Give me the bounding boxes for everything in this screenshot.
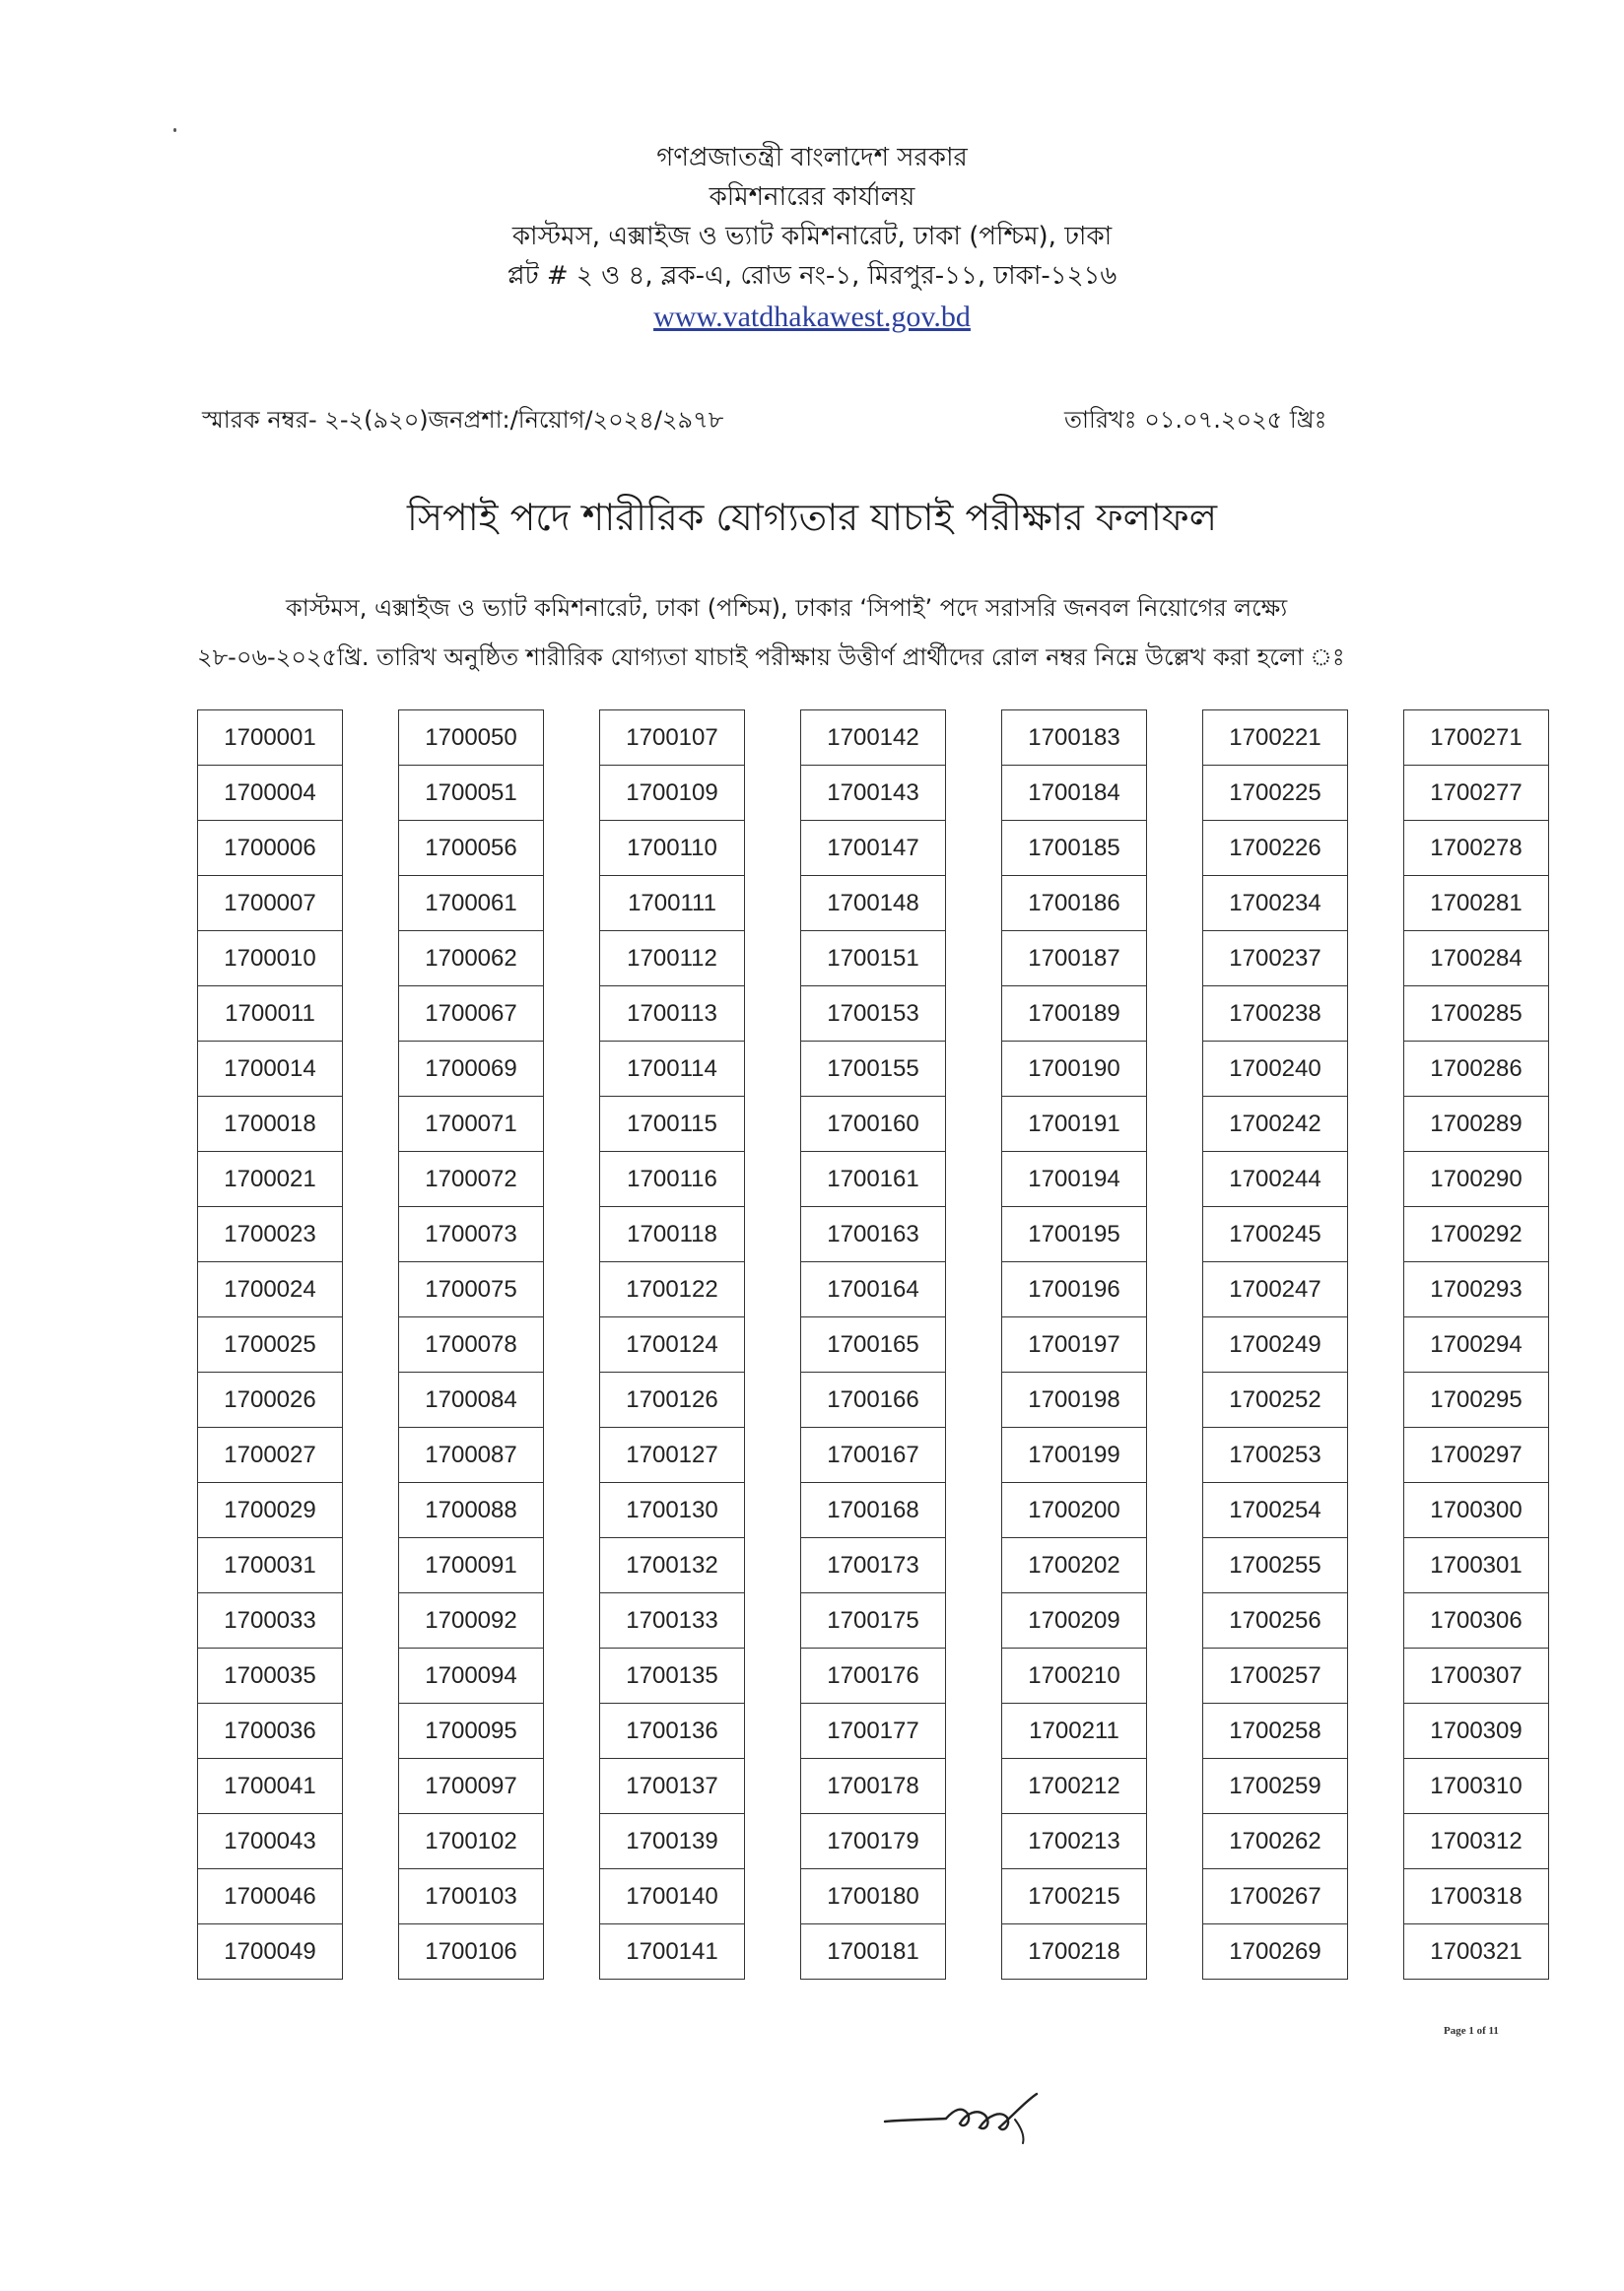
roll-number-cell: 1700321 bbox=[1404, 1924, 1548, 1980]
roll-number-cell: 1700197 bbox=[1002, 1317, 1146, 1373]
roll-number-cell: 1700139 bbox=[600, 1814, 744, 1869]
roll-number-cell: 1700267 bbox=[1203, 1869, 1347, 1924]
roll-number-cell: 1700136 bbox=[600, 1704, 744, 1759]
roll-number-cell: 1700166 bbox=[801, 1373, 945, 1428]
roll-number-cell: 1700194 bbox=[1002, 1152, 1146, 1207]
roll-number-cell: 1700195 bbox=[1002, 1207, 1146, 1262]
roll-number-cell: 1700277 bbox=[1404, 766, 1548, 821]
roll-number-cell: 1700094 bbox=[399, 1649, 543, 1704]
roll-number-cell: 1700254 bbox=[1203, 1483, 1347, 1538]
roll-number-cell: 1700114 bbox=[600, 1042, 744, 1097]
roll-number-cell: 1700084 bbox=[399, 1373, 543, 1428]
header-office-line: কমিশনারের কার্যালয় bbox=[709, 182, 915, 212]
roll-number-cell: 1700062 bbox=[399, 931, 543, 986]
roll-number-cell: 1700135 bbox=[600, 1649, 744, 1704]
roll-number-cell: 1700033 bbox=[198, 1593, 342, 1649]
letterhead bbox=[0, 138, 1624, 339]
roll-number-cell: 1700137 bbox=[600, 1759, 744, 1814]
roll-number-cell: 1700102 bbox=[399, 1814, 543, 1869]
roll-number-cell: 1700143 bbox=[801, 766, 945, 821]
roll-number-cell: 1700198 bbox=[1002, 1373, 1146, 1428]
header-website-link[interactable]: www.vatdhakawest.gov.bd bbox=[653, 301, 971, 333]
roll-number-cell: 1700161 bbox=[801, 1152, 945, 1207]
roll-number-cell: 1700116 bbox=[600, 1152, 744, 1207]
roll-number-cell: 1700107 bbox=[600, 710, 744, 766]
roll-number-cell: 1700122 bbox=[600, 1262, 744, 1317]
intro-paragraph bbox=[197, 583, 1518, 682]
roll-number-cell: 1700071 bbox=[399, 1097, 543, 1152]
roll-number-cell: 1700185 bbox=[1002, 821, 1146, 876]
roll-number-cell: 1700175 bbox=[801, 1593, 945, 1649]
roll-number-cell: 1700153 bbox=[801, 986, 945, 1042]
roll-number-cell: 1700126 bbox=[600, 1373, 744, 1428]
roll-number-cell: 1700046 bbox=[198, 1869, 342, 1924]
roll-number-cell: 1700176 bbox=[801, 1649, 945, 1704]
roll-number-cell: 1700247 bbox=[1203, 1262, 1347, 1317]
roll-number-cell: 1700148 bbox=[801, 876, 945, 931]
roll-number-cell: 1700029 bbox=[198, 1483, 342, 1538]
roll-number-cell: 1700210 bbox=[1002, 1649, 1146, 1704]
page-number: Page 1 of 11 bbox=[1444, 2025, 1499, 2037]
roll-number-cell: 1700211 bbox=[1002, 1704, 1146, 1759]
roll-number-cell: 1700202 bbox=[1002, 1538, 1146, 1593]
roll-number-cell: 1700285 bbox=[1404, 986, 1548, 1042]
roll-number-cell: 1700112 bbox=[600, 931, 744, 986]
roll-number-cell: 1700300 bbox=[1404, 1483, 1548, 1538]
roll-number-cell: 1700179 bbox=[801, 1814, 945, 1869]
roll-number-cell: 1700160 bbox=[801, 1097, 945, 1152]
signature-image bbox=[877, 2084, 1064, 2153]
roll-number-cell: 1700103 bbox=[399, 1869, 543, 1924]
roll-number-cell: 1700025 bbox=[198, 1317, 342, 1373]
roll-number-cell: 1700307 bbox=[1404, 1649, 1548, 1704]
roll-number-cell: 1700226 bbox=[1203, 821, 1347, 876]
roll-number-cell: 1700271 bbox=[1404, 710, 1548, 766]
roll-number-cell: 1700118 bbox=[600, 1207, 744, 1262]
roll-number-cell: 1700191 bbox=[1002, 1097, 1146, 1152]
roll-number-cell: 1700095 bbox=[399, 1704, 543, 1759]
roll-number-cell: 1700234 bbox=[1203, 876, 1347, 931]
roll-column bbox=[1202, 709, 1348, 1980]
scan-speck bbox=[173, 128, 176, 132]
roll-number-cell: 1700021 bbox=[198, 1152, 342, 1207]
roll-number-cell: 1700041 bbox=[198, 1759, 342, 1814]
roll-number-cell: 1700286 bbox=[1404, 1042, 1548, 1097]
roll-number-cell: 1700309 bbox=[1404, 1704, 1548, 1759]
roll-number-cell: 1700190 bbox=[1002, 1042, 1146, 1097]
roll-number-cell: 1700306 bbox=[1404, 1593, 1548, 1649]
intro-line-2: ২৮-০৬-২০২৫খ্রি. তারিখ অনুষ্ঠিত শারীরিক যোগ্যতা যাচাই পরীক্ষায় উত্তীর্ণ প্রার্থীদের রোল নম্বর নিম্নে উল্লেখ করা হলো ঃ bbox=[197, 643, 1345, 671]
roll-column bbox=[398, 709, 544, 1980]
roll-number-cell: 1700004 bbox=[198, 766, 342, 821]
roll-number-cell: 1700196 bbox=[1002, 1262, 1146, 1317]
roll-number-cell: 1700187 bbox=[1002, 931, 1146, 986]
roll-number-cell: 1700318 bbox=[1404, 1869, 1548, 1924]
roll-number-cell: 1700269 bbox=[1203, 1924, 1347, 1980]
roll-number-cell: 1700147 bbox=[801, 821, 945, 876]
roll-number-cell: 1700237 bbox=[1203, 931, 1347, 986]
roll-number-cell: 1700173 bbox=[801, 1538, 945, 1593]
roll-number-cell: 1700186 bbox=[1002, 876, 1146, 931]
roll-column bbox=[800, 709, 946, 1980]
roll-number-cell: 1700256 bbox=[1203, 1593, 1347, 1649]
roll-number-cell: 1700189 bbox=[1002, 986, 1146, 1042]
roll-number-cell: 1700253 bbox=[1203, 1428, 1347, 1483]
roll-number-cell: 1700258 bbox=[1203, 1704, 1347, 1759]
roll-number-cell: 1700238 bbox=[1203, 986, 1347, 1042]
roll-number-cell: 1700132 bbox=[600, 1538, 744, 1593]
roll-number-cell: 1700075 bbox=[399, 1262, 543, 1317]
roll-number-cell: 1700072 bbox=[399, 1152, 543, 1207]
roll-number-cell: 1700281 bbox=[1404, 876, 1548, 931]
roll-number-cell: 1700109 bbox=[600, 766, 744, 821]
roll-number-cell: 1700259 bbox=[1203, 1759, 1347, 1814]
roll-number-cell: 1700067 bbox=[399, 986, 543, 1042]
roll-number-cell: 1700183 bbox=[1002, 710, 1146, 766]
roll-number-cell: 1700278 bbox=[1404, 821, 1548, 876]
roll-number-cell: 1700050 bbox=[399, 710, 543, 766]
roll-number-cell: 1700167 bbox=[801, 1428, 945, 1483]
roll-number-cell: 1700155 bbox=[801, 1042, 945, 1097]
roll-number-cell: 1700310 bbox=[1404, 1759, 1548, 1814]
roll-number-cell: 1700097 bbox=[399, 1759, 543, 1814]
roll-number-cell: 1700244 bbox=[1203, 1152, 1347, 1207]
roll-number-cell: 1700168 bbox=[801, 1483, 945, 1538]
roll-number-cell: 1700292 bbox=[1404, 1207, 1548, 1262]
roll-number-cell: 1700124 bbox=[600, 1317, 744, 1373]
roll-number-cell: 1700255 bbox=[1203, 1538, 1347, 1593]
roll-number-cell: 1700200 bbox=[1002, 1483, 1146, 1538]
roll-number-cell: 1700262 bbox=[1203, 1814, 1347, 1869]
roll-number-cell: 1700036 bbox=[198, 1704, 342, 1759]
roll-column bbox=[197, 709, 343, 1980]
roll-number-cell: 1700035 bbox=[198, 1649, 342, 1704]
roll-number-cell: 1700181 bbox=[801, 1924, 945, 1980]
memo-number: স্মারক নম্বর- ২-২(৯২০)জনপ্রশা:/নিয়োগ/২০২৪/২৯৭৮ bbox=[202, 406, 724, 434]
roll-number-cell: 1700043 bbox=[198, 1814, 342, 1869]
roll-number-cell: 1700178 bbox=[801, 1759, 945, 1814]
roll-number-cell: 1700026 bbox=[198, 1373, 342, 1428]
header-commissionerate-line: কাস্টমস, এক্সাইজ ও ভ্যাট কমিশনারেট, ঢাকা (পশ্চিম), ঢাকা bbox=[511, 222, 1113, 251]
roll-number-cell: 1700184 bbox=[1002, 766, 1146, 821]
roll-number-cell: 1700249 bbox=[1203, 1317, 1347, 1373]
roll-number-cell: 1700111 bbox=[600, 876, 744, 931]
header-govt-line: গণপ্রজাতন্ত্রী বাংলাদেশ সরকার bbox=[656, 143, 968, 172]
roll-number-cell: 1700199 bbox=[1002, 1428, 1146, 1483]
roll-number-table bbox=[0, 709, 1624, 2020]
roll-number-cell: 1700163 bbox=[801, 1207, 945, 1262]
roll-column bbox=[599, 709, 745, 1980]
roll-number-cell: 1700141 bbox=[600, 1924, 744, 1980]
roll-number-cell: 1700049 bbox=[198, 1924, 342, 1980]
roll-number-cell: 1700061 bbox=[399, 876, 543, 931]
roll-number-cell: 1700091 bbox=[399, 1538, 543, 1593]
roll-number-cell: 1700130 bbox=[600, 1483, 744, 1538]
roll-number-cell: 1700001 bbox=[198, 710, 342, 766]
roll-number-cell: 1700024 bbox=[198, 1262, 342, 1317]
roll-number-cell: 1700225 bbox=[1203, 766, 1347, 821]
roll-column bbox=[1001, 709, 1147, 1980]
roll-number-cell: 1700078 bbox=[399, 1317, 543, 1373]
roll-number-cell: 1700312 bbox=[1404, 1814, 1548, 1869]
roll-number-cell: 1700018 bbox=[198, 1097, 342, 1152]
roll-number-cell: 1700133 bbox=[600, 1593, 744, 1649]
roll-number-cell: 1700284 bbox=[1404, 931, 1548, 986]
roll-number-cell: 1700127 bbox=[600, 1428, 744, 1483]
roll-number-cell: 1700215 bbox=[1002, 1869, 1146, 1924]
roll-number-cell: 1700213 bbox=[1002, 1814, 1146, 1869]
roll-number-cell: 1700294 bbox=[1404, 1317, 1548, 1373]
roll-number-cell: 1700110 bbox=[600, 821, 744, 876]
roll-number-cell: 1700106 bbox=[399, 1924, 543, 1980]
roll-number-cell: 1700252 bbox=[1203, 1373, 1347, 1428]
roll-number-cell: 1700289 bbox=[1404, 1097, 1548, 1152]
roll-number-cell: 1700297 bbox=[1404, 1428, 1548, 1483]
roll-number-cell: 1700177 bbox=[801, 1704, 945, 1759]
roll-number-cell: 1700006 bbox=[198, 821, 342, 876]
roll-column bbox=[1403, 709, 1549, 1980]
roll-number-cell: 1700293 bbox=[1404, 1262, 1548, 1317]
roll-number-cell: 1700051 bbox=[399, 766, 543, 821]
roll-number-cell: 1700031 bbox=[198, 1538, 342, 1593]
roll-number-cell: 1700218 bbox=[1002, 1924, 1146, 1980]
page-title: সিপাই পদে শারীরিক যোগ্যতার যাচাই পরীক্ষার ফলাফল bbox=[406, 496, 1218, 539]
header-address-line: প্লট # ২ ও ৪, ব্লক-এ, রোড নং-১, মিরপুর-১১, ঢাকা-১২১৬ bbox=[507, 261, 1117, 291]
roll-number-cell: 1700115 bbox=[600, 1097, 744, 1152]
roll-number-cell: 1700010 bbox=[198, 931, 342, 986]
intro-line-1: কাস্টমস, এক্সাইজ ও ভ্যাট কমিশনারেট, ঢাকা (পশ্চিম), ঢাকার ‘সিপাই’ পদে সরাসরি জনবল নিয়োগের লক্ষ্যে bbox=[286, 594, 1288, 622]
roll-number-cell: 1700092 bbox=[399, 1593, 543, 1649]
roll-number-cell: 1700014 bbox=[198, 1042, 342, 1097]
roll-number-cell: 1700023 bbox=[198, 1207, 342, 1262]
roll-number-cell: 1700073 bbox=[399, 1207, 543, 1262]
roll-number-cell: 1700140 bbox=[600, 1869, 744, 1924]
roll-number-cell: 1700087 bbox=[399, 1428, 543, 1483]
roll-number-cell: 1700245 bbox=[1203, 1207, 1347, 1262]
roll-number-cell: 1700257 bbox=[1203, 1649, 1347, 1704]
roll-number-cell: 1700221 bbox=[1203, 710, 1347, 766]
roll-number-cell: 1700295 bbox=[1404, 1373, 1548, 1428]
roll-number-cell: 1700027 bbox=[198, 1428, 342, 1483]
roll-number-cell: 1700069 bbox=[399, 1042, 543, 1097]
roll-number-cell: 1700056 bbox=[399, 821, 543, 876]
roll-number-cell: 1700242 bbox=[1203, 1097, 1347, 1152]
roll-number-cell: 1700088 bbox=[399, 1483, 543, 1538]
roll-number-cell: 1700007 bbox=[198, 876, 342, 931]
roll-number-cell: 1700165 bbox=[801, 1317, 945, 1373]
roll-number-cell: 1700290 bbox=[1404, 1152, 1548, 1207]
roll-number-cell: 1700301 bbox=[1404, 1538, 1548, 1593]
issue-date: তারিখঃ ০১.০৭.২০২৫ খ্রিঃ bbox=[1064, 406, 1327, 434]
roll-number-cell: 1700151 bbox=[801, 931, 945, 986]
roll-number-cell: 1700212 bbox=[1002, 1759, 1146, 1814]
roll-number-cell: 1700209 bbox=[1002, 1593, 1146, 1649]
roll-number-cell: 1700011 bbox=[198, 986, 342, 1042]
roll-number-cell: 1700142 bbox=[801, 710, 945, 766]
roll-number-cell: 1700180 bbox=[801, 1869, 945, 1924]
roll-number-cell: 1700164 bbox=[801, 1262, 945, 1317]
roll-number-cell: 1700113 bbox=[600, 986, 744, 1042]
roll-number-cell: 1700240 bbox=[1203, 1042, 1347, 1097]
